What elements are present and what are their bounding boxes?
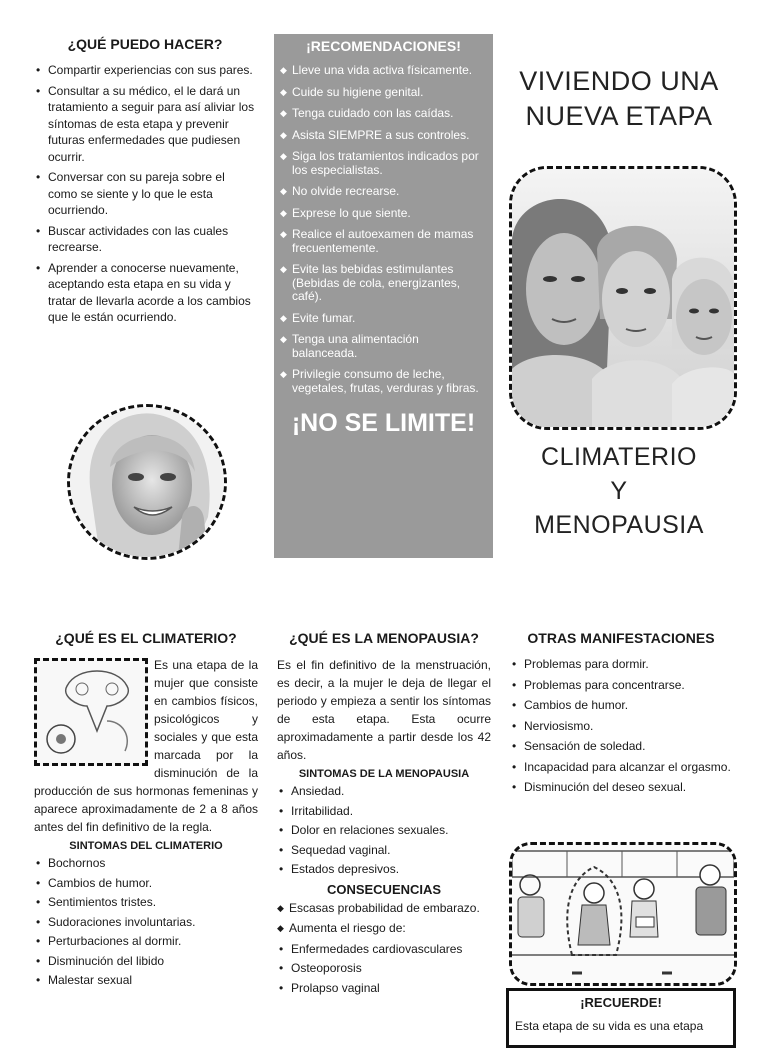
recommendations-list [280, 64, 485, 395]
list-item: ◆ Lleve una vida activa físicamente. [280, 64, 485, 78]
panel-otras-manifestaciones [510, 630, 732, 800]
hot-flash-cartoon [509, 842, 737, 986]
cover-subtitle-line3: MENOPAUSIA [534, 511, 704, 539]
list-item: ◆ Asista SIEMPRE a sus controles. [280, 129, 485, 143]
list-item: ◆ Evite las bebidas estimulantes (Bebidas de cola, energizantes, café). [280, 263, 485, 304]
three-women-photo [509, 166, 737, 430]
list-item: • Osteoporosis [277, 960, 491, 977]
list-item: • Problemas para concentrarse. [510, 677, 732, 694]
consequences-list [277, 900, 491, 937]
cover-title-line2: NUEVA ETAPA [525, 101, 713, 131]
panel2-heading: ¡RECOMENDACIONES! [306, 38, 461, 54]
cover-subtitle [508, 440, 730, 542]
list-item: • Cambios de humor. [510, 697, 732, 714]
uterus-illustration [34, 658, 148, 766]
list-item: • Conversar con su pareja sobre el como se siente y lo que le esta ocurriendo. [34, 169, 256, 219]
list-item: • Prolapso vaginal [277, 980, 491, 997]
list-item: • Sentimientos tristes. [34, 894, 258, 911]
panel-que-puedo-hacer [34, 36, 256, 330]
risks-list [277, 941, 491, 997]
consequences-heading: CONSECUENCIAS [326, 881, 442, 897]
slogan: ¡NO SE LIMITE! [291, 409, 476, 437]
list-item: • Disminución del libido [34, 953, 258, 970]
smiling-woman-photo [67, 404, 227, 560]
remember-box [506, 988, 736, 1048]
cover-subtitle-line1: CLIMATERIO [541, 443, 697, 471]
list-item: • Estados depresivos. [277, 861, 491, 878]
list-item: • Sensación de soledad. [510, 738, 732, 755]
list-item: ◆ Privilegie consumo de leche, vegetales, frutas, verduras y fibras. [280, 368, 485, 395]
panel-menopausia [277, 630, 491, 999]
list-item: • Sudoraciones involuntarias. [34, 914, 258, 931]
panel-recomendaciones [274, 34, 493, 558]
list-item: ◆ Realice el autoexamen de mamas frecuentemente. [280, 228, 485, 255]
list-item: • Aprender a conocerse nuevamente, aceptando esta etapa en su vida y tratar de llevarla acorde a los cambios que le están ocurriendo. [34, 260, 256, 326]
climaterio-symptoms-heading: SINTOMAS DEL CLIMATERIO [69, 840, 223, 852]
list-item: ◆ Siga los tratamientos indicados por los especialistas. [280, 150, 485, 177]
list-item: • Consultar a su médico, el le dará un tratamiento a seguir para así aliviar los síntomas de esta etapa y prevenir futuras enfermedades que pudiesen ocurrir. [34, 83, 256, 166]
list-item: ◆ Aumenta el riesgo de: [277, 920, 491, 937]
list-item: • Malestar sexual [34, 972, 258, 989]
list-item: • Compartir experiencias con sus pares. [34, 62, 256, 79]
panel6-heading: OTRAS MANIFESTACIONES [527, 630, 715, 646]
climaterio-text: Es una etapa de la mujer que consiste en cambios físicos, psicológicos y sociales y que esta marcada por la disminución de la producción de sus hormonas femeninas y aparece aproximadamente de 2 a 8 años antes del fin definitivo de la regla. [34, 658, 258, 834]
climaterio-symptoms-list [34, 855, 258, 989]
list-item: ◆ No olvide recrearse. [280, 185, 485, 199]
menopausia-symptoms-list [277, 783, 491, 878]
panel4-heading: ¿QUÉ ES EL CLIMATERIO? [55, 630, 237, 646]
list-item: • Bochornos [34, 855, 258, 872]
list-item: • Ansiedad. [277, 783, 491, 800]
list-item: ◆ Tenga una alimentación balanceada. [280, 333, 485, 360]
cover-title-line1: VIVIENDO UNA [519, 66, 719, 96]
list-item: • Disminución del deseo sexual. [510, 779, 732, 796]
list-item: • Enfermedades cardiovasculares [277, 941, 491, 958]
climaterio-definition-block [34, 656, 258, 836]
menopausia-symptoms-heading: SINTOMAS DE LA MENOPAUSIA [298, 768, 470, 780]
list-item: • Nerviosismo. [510, 718, 732, 735]
list-item: • Problemas para dormir. [510, 656, 732, 673]
panel1-list [34, 62, 256, 326]
remember-heading: ¡RECUERDE! [580, 995, 662, 1010]
list-item: • Perturbaciones al dormir. [34, 933, 258, 950]
list-item: • Sequedad vaginal. [277, 842, 491, 859]
remember-text: Esta etapa de su vida es una etapa [515, 1019, 704, 1033]
list-item: ◆ Escasas probabilidad de embarazo. [277, 900, 491, 917]
cover-title [508, 64, 730, 134]
cover-subtitle-line2: Y [610, 477, 628, 505]
manifestations-list [510, 656, 732, 796]
list-item: ◆ Evite fumar. [280, 312, 485, 326]
menopausia-text: Es el fin definitivo de la menstruación, es decir, a la mujer le deja de llegar el periodo y empieza a sentir los síntomas de esta etapa. Esta ocurre aproximadamente a partir desde los 42 años. [277, 658, 491, 762]
panel-climaterio [34, 630, 258, 992]
panel1-heading: ¿QUÉ PUEDO HACER? [67, 36, 223, 52]
list-item: ◆ Tenga cuidado con las caídas. [280, 107, 485, 121]
list-item: ◆ Cuide su higiene genital. [280, 86, 485, 100]
list-item: • Incapacidad para alcanzar el orgasmo. [510, 759, 732, 776]
panel5-heading: ¿QUÉ ES LA MENOPAUSIA? [289, 630, 479, 646]
list-item: • Dolor en relaciones sexuales. [277, 822, 491, 839]
list-item: • Cambios de humor. [34, 875, 258, 892]
list-item: ◆ Exprese lo que siente. [280, 207, 485, 221]
list-item: • Buscar actividades con las cuales recrearse. [34, 223, 256, 256]
list-item: • Irritabilidad. [277, 803, 491, 820]
